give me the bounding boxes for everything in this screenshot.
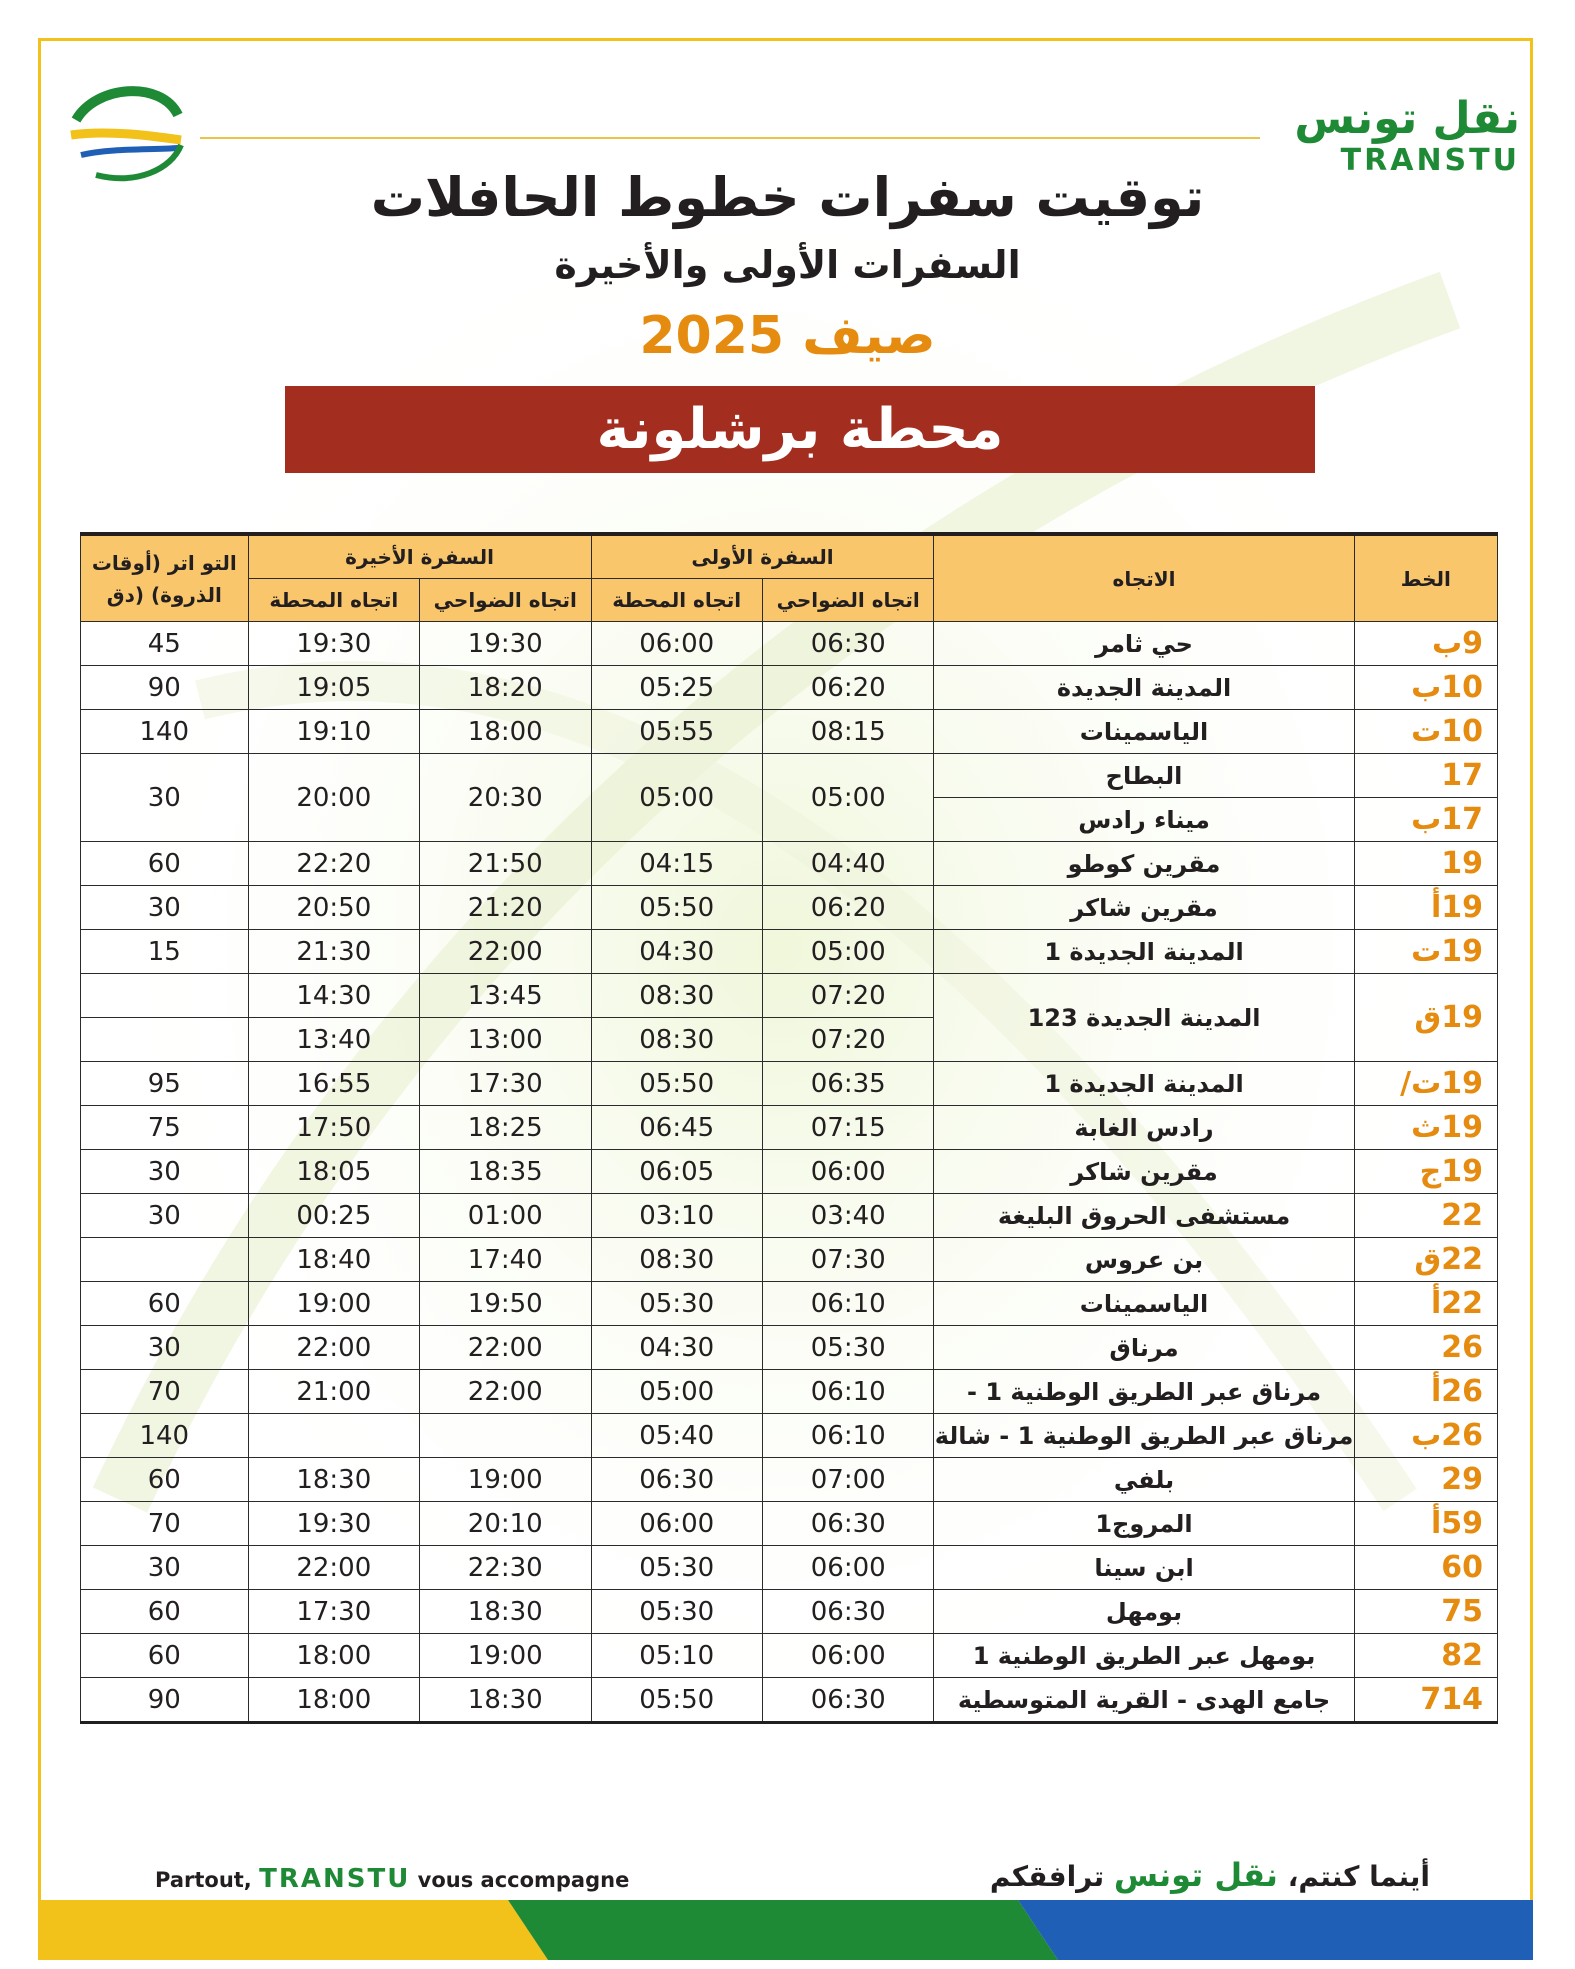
line-number: 19أ [1354,886,1497,930]
last-station-time: 19:30 [248,622,419,666]
last-suburbs-time: 20:10 [420,1502,591,1546]
last-suburbs-time: 18:30 [420,1590,591,1634]
last-suburbs-time: 18:25 [420,1106,591,1150]
frequency-cell: 90 [81,1678,249,1723]
last-suburbs-time: 18:20 [420,666,591,710]
last-station-time: 18:05 [248,1150,419,1194]
season-label: صيف 2025 [639,306,936,366]
last-suburbs-time: 19:00 [420,1458,591,1502]
header-first-trip: السفرة الأولى [591,534,934,579]
last-station-time: 19:00 [248,1282,419,1326]
header-last-toward-suburbs: اتجاه الضواحي [420,579,591,622]
direction-cell: حي ثامر [934,622,1354,666]
last-suburbs-time: 18:00 [420,710,591,754]
frequency-cell: 70 [81,1370,249,1414]
table-row [81,1326,1498,1370]
first-station-time: 05:50 [591,886,762,930]
first-suburbs-time: 05:00 [762,930,933,974]
last-suburbs-time: 13:45 [420,974,591,1018]
last-suburbs-time: 22:00 [420,1370,591,1414]
line-number: 22أ [1354,1282,1497,1326]
last-suburbs-time: 19:30 [420,622,591,666]
frequency-cell: 30 [81,754,249,842]
first-station-time: 03:10 [591,1194,762,1238]
line-number: 17ب [1354,798,1497,842]
direction-cell: مقرين كوطو [934,842,1354,886]
direction-cell: مقرين شاكر [934,886,1354,930]
table-row [81,1282,1498,1326]
first-station-time: 08:30 [591,1018,762,1062]
last-suburbs-time: 21:20 [420,886,591,930]
first-suburbs-time: 06:00 [762,1150,933,1194]
frequency-cell: 30 [81,886,249,930]
last-station-time: 22:00 [248,1326,419,1370]
line-number: 9ب [1354,622,1497,666]
direction-cell: مقرين شاكر [934,1150,1354,1194]
first-suburbs-time: 07:20 [762,974,933,1018]
first-suburbs-time: 07:30 [762,1238,933,1282]
line-number: 26ب [1354,1414,1497,1458]
first-suburbs-time: 06:20 [762,886,933,930]
last-station-time: 18:40 [248,1238,419,1282]
header-line: الخط [1354,534,1497,622]
table-row [81,1238,1498,1282]
table-row [81,1414,1498,1458]
frequency-cell: 30 [81,1150,249,1194]
table-row [81,666,1498,710]
direction-cell: المروج1 [934,1502,1354,1546]
direction-cell: البطاح [934,754,1354,798]
last-suburbs-time: 22:00 [420,930,591,974]
first-suburbs-time: 06:30 [762,1678,933,1723]
line-number: 10ت [1354,710,1497,754]
first-suburbs-time: 06:00 [762,1546,933,1590]
first-suburbs-time: 05:30 [762,1326,933,1370]
frequency-cell: 140 [81,710,249,754]
last-station-time: 19:05 [248,666,419,710]
line-number: 26 [1354,1326,1497,1370]
last-suburbs-time: 19:50 [420,1282,591,1326]
line-number: 19ت/ [1354,1062,1497,1106]
direction-cell: المدينة الجديدة 1 [934,930,1354,974]
table-row [81,622,1498,666]
page-title: توقيت سفرات خطوط الحافلات [370,166,1205,229]
direction-cell: مرناق عبر الطريق الوطنية 1 - شالة [934,1414,1354,1458]
line-number: 19ق [1354,974,1497,1062]
line-number: 59أ [1354,1502,1497,1546]
last-station-time: 18:30 [248,1458,419,1502]
first-station-time: 06:00 [591,622,762,666]
first-suburbs-time: 06:10 [762,1370,933,1414]
direction-cell: مرناق عبر الطريق الوطنية 1 - [934,1370,1354,1414]
last-station-time: 18:00 [248,1678,419,1723]
direction-cell: المدينة الجديدة 123 [934,974,1354,1062]
first-station-time: 05:30 [591,1282,762,1326]
direction-cell: ابن سينا [934,1546,1354,1590]
line-number: 17 [1354,754,1497,798]
last-suburbs-time: 17:40 [420,1238,591,1282]
header-rule [200,137,1260,139]
footer-slogan-french [155,1864,629,1894]
direction-cell: رادس الغابة [934,1106,1354,1150]
last-suburbs-time [420,1414,591,1458]
last-suburbs-time: 01:00 [420,1194,591,1238]
header-first-toward-station: اتجاه المحطة [591,579,762,622]
first-station-time: 05:10 [591,1634,762,1678]
direction-cell: الياسمينات [934,710,1354,754]
first-suburbs-time: 06:10 [762,1414,933,1458]
first-station-time: 06:45 [591,1106,762,1150]
first-station-time: 06:30 [591,1458,762,1502]
direction-cell: مرناق [934,1326,1354,1370]
last-station-time: 13:40 [248,1018,419,1062]
footer-fr-brand: TRANSTU [259,1864,411,1894]
first-station-time: 08:30 [591,974,762,1018]
first-station-time: 06:05 [591,1150,762,1194]
last-station-time: 20:00 [248,754,419,842]
first-station-time: 05:25 [591,666,762,710]
last-station-time: 18:00 [248,1634,419,1678]
last-station-time: 22:00 [248,1546,419,1590]
direction-cell: جامع الهدى - القرية المتوسطية [934,1678,1354,1723]
last-station-time: 21:00 [248,1370,419,1414]
first-station-time: 04:30 [591,1326,762,1370]
frequency-cell: 60 [81,1282,249,1326]
last-station-time: 16:55 [248,1062,419,1106]
table-row [81,1194,1498,1238]
direction-cell: بن عروس [934,1238,1354,1282]
frequency-cell [81,1238,249,1282]
frequency-cell: 60 [81,1634,249,1678]
last-station-time: 20:50 [248,886,419,930]
last-station-time: 14:30 [248,974,419,1018]
first-suburbs-time: 07:15 [762,1106,933,1150]
last-station-time [248,1414,419,1458]
page-subtitle: السفرات الأولى والأخيرة [554,243,1021,287]
frequency-cell: 30 [81,1194,249,1238]
first-station-time: 05:00 [591,1370,762,1414]
line-number: 82 [1354,1634,1497,1678]
line-number: 19ث [1354,1106,1497,1150]
first-suburbs-time: 05:00 [762,754,933,842]
table-row [81,1370,1498,1414]
last-station-time: 17:50 [248,1106,419,1150]
table-row [81,974,1498,1018]
frequency-cell: 60 [81,1590,249,1634]
table-row [81,1678,1498,1723]
frequency-cell: 45 [81,622,249,666]
footer-slogan-arabic [990,1856,1430,1894]
brand-name-latin: TRANSTU [1340,143,1520,178]
table-row [81,886,1498,930]
first-station-time: 05:00 [591,754,762,842]
table-row [81,1590,1498,1634]
first-station-time: 05:30 [591,1590,762,1634]
last-suburbs-time: 22:00 [420,1326,591,1370]
last-suburbs-time: 20:30 [420,754,591,842]
first-station-time: 06:00 [591,1502,762,1546]
direction-cell: بومهل [934,1590,1354,1634]
frequency-cell: 95 [81,1062,249,1106]
brand-name-arabic: نقل تونس [1294,93,1520,144]
line-number: 714 [1354,1678,1497,1723]
first-station-time: 05:50 [591,1062,762,1106]
header-direction: الاتجاه [934,534,1354,622]
table-row [81,1106,1498,1150]
first-suburbs-time: 06:20 [762,666,933,710]
table-row [81,1062,1498,1106]
line-number: 60 [1354,1546,1497,1590]
line-number: 19ت [1354,930,1497,974]
first-suburbs-time: 06:35 [762,1062,933,1106]
first-suburbs-time: 03:40 [762,1194,933,1238]
table-row [81,1634,1498,1678]
frequency-cell: 140 [81,1414,249,1458]
direction-cell: بلفي [934,1458,1354,1502]
first-station-time: 08:30 [591,1238,762,1282]
header-last-toward-station: اتجاه المحطة [248,579,419,622]
first-suburbs-time: 06:10 [762,1282,933,1326]
line-number: 19 [1354,842,1497,886]
line-number: 10ب [1354,666,1497,710]
table-row [81,1502,1498,1546]
last-suburbs-time: 18:30 [420,1678,591,1723]
table-row [81,710,1498,754]
frequency-cell: 90 [81,666,249,710]
last-suburbs-time: 21:50 [420,842,591,886]
line-number: 26أ [1354,1370,1497,1414]
table-row [81,842,1498,886]
last-station-time: 19:10 [248,710,419,754]
last-station-time: 22:20 [248,842,419,886]
direction-cell: مستشفى الحروق البليغة [934,1194,1354,1238]
first-station-time: 05:30 [591,1546,762,1590]
frequency-cell: 70 [81,1502,249,1546]
footer-ar-brand: نقل تونس [1113,1856,1278,1894]
footer-fr-prefix: Partout, [155,1868,252,1892]
last-station-time: 17:30 [248,1590,419,1634]
schedule-table [80,532,1498,1724]
direction-cell: المدينة الجديدة 1 [934,1062,1354,1106]
last-station-time: 21:30 [248,930,419,974]
last-station-time: 19:30 [248,1502,419,1546]
footer-color-stripes [38,1900,1533,1960]
first-suburbs-time: 06:00 [762,1634,933,1678]
direction-cell: ميناء رادس [934,798,1354,842]
header-first-toward-suburbs: اتجاه الضواحي [762,579,933,622]
table-row [81,1458,1498,1502]
first-suburbs-time: 08:15 [762,710,933,754]
last-suburbs-time: 18:35 [420,1150,591,1194]
frequency-cell [81,974,249,1018]
first-suburbs-time: 04:40 [762,842,933,886]
frequency-cell: 30 [81,1326,249,1370]
last-suburbs-time: 22:30 [420,1546,591,1590]
line-number: 29 [1354,1458,1497,1502]
first-suburbs-time: 07:20 [762,1018,933,1062]
table-row [81,754,1498,798]
footer-ar-prefix: أينما كنتم، [1287,1860,1430,1893]
frequency-cell: 75 [81,1106,249,1150]
header-frequency: التو اتر (أوقات الذروة) (دق [81,534,249,622]
last-suburbs-time: 13:00 [420,1018,591,1062]
last-suburbs-time: 17:30 [420,1062,591,1106]
first-suburbs-time: 07:00 [762,1458,933,1502]
first-suburbs-time: 06:30 [762,1590,933,1634]
table-row [81,1546,1498,1590]
header-last-trip: السفرة الأخيرة [248,534,591,579]
direction-cell: المدينة الجديدة [934,666,1354,710]
direction-cell: الياسمينات [934,1282,1354,1326]
last-suburbs-time: 19:00 [420,1634,591,1678]
line-number: 75 [1354,1590,1497,1634]
table-row [81,1150,1498,1194]
first-station-time: 04:30 [591,930,762,974]
table-row [81,930,1498,974]
first-suburbs-time: 06:30 [762,622,933,666]
frequency-cell: 60 [81,1458,249,1502]
last-station-time: 00:25 [248,1194,419,1238]
frequency-cell: 60 [81,842,249,886]
line-number: 19ج [1354,1150,1497,1194]
station-banner: محطة برشلونة [285,386,1315,473]
frequency-cell [81,1018,249,1062]
first-station-time: 05:40 [591,1414,762,1458]
frequency-cell: 30 [81,1546,249,1590]
footer-ar-suffix: ترافقكم [989,1860,1105,1893]
line-number: 22ق [1354,1238,1497,1282]
first-station-time: 05:50 [591,1678,762,1723]
first-station-time: 04:15 [591,842,762,886]
first-station-time: 05:55 [591,710,762,754]
direction-cell: بومهل عبر الطريق الوطنية 1 [934,1634,1354,1678]
frequency-cell: 15 [81,930,249,974]
footer-fr-suffix: vous accompagne [417,1868,630,1892]
first-suburbs-time: 06:30 [762,1502,933,1546]
line-number: 22 [1354,1194,1497,1238]
